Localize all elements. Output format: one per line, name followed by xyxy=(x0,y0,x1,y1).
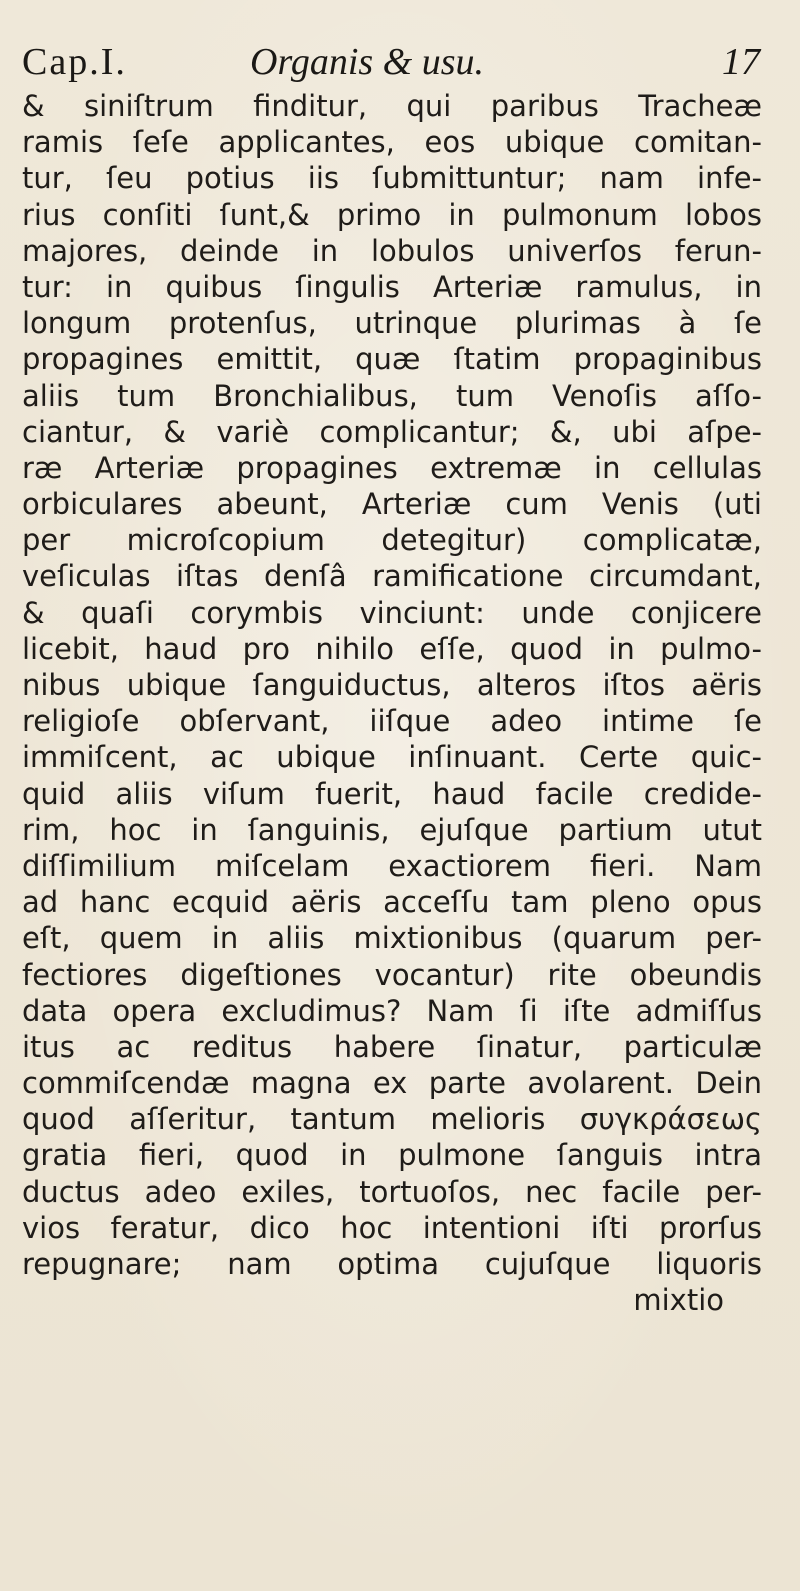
text-line: & quaſi corymbis vinciunt: unde conjicere xyxy=(22,595,762,630)
text-line: immiſcent, ac ubique inſinuant. Certe quic- xyxy=(22,740,762,775)
text-line: propagines emittit, quæ ſtatim propaginibus xyxy=(22,342,762,377)
text-line: aliis tum Bronchialibus, tum Venoſis aſſo- xyxy=(22,378,762,413)
text-line: tur: in quibus ſingulis Arteriæ ramulus, in xyxy=(22,269,762,304)
text-line: eſt, quem in aliis mixtionibus (quarum per- xyxy=(22,921,762,956)
text-line: quid aliis viſum fuerit, haud facile credide- xyxy=(22,776,762,811)
text-line: licebit, haud pro nihilo eſſe, quod in pulmo- xyxy=(22,631,762,666)
text-line: commiſcendæ magna ex parte avolarent. Dein xyxy=(22,1066,762,1101)
running-title: Organis & usu. xyxy=(250,41,485,83)
text-line: ductus adeo exiles, tortuoſos, nec facile per- xyxy=(22,1174,762,1209)
chapter-label: Cap.I. xyxy=(22,41,127,83)
page-number: 17 xyxy=(722,41,760,83)
text-line: ramis ſeſe applicantes, eos ubique comitan- xyxy=(22,125,762,160)
text-line: veſiculas iſtas denſâ ramificatione circumdant, xyxy=(22,559,762,594)
text-line: orbiculares abeunt, Arteriæ cum Venis (uti xyxy=(22,487,762,522)
text-line: quod aſſeritur, tantum melioris συγκράσεως xyxy=(22,1102,762,1137)
text-line: ad hanc ecquid aëris acceſſu tam pleno opus xyxy=(22,885,762,920)
text-line: longum protenſus, utrinque plurimas à ſe xyxy=(22,306,762,341)
text-line: nibus ubique ſanguiductus, alteros iſtos aëris xyxy=(22,668,762,702)
text-line: majores, deinde in lobulos univerſos ferun- xyxy=(22,233,762,268)
text-line: data opera excludimus? Nam ſi iſte admiſſus xyxy=(22,993,762,1028)
text-line: rius conſiti ſunt,& primo in pulmonum lobos xyxy=(22,197,762,232)
text-line: gratia fieri, quod in pulmone ſanguis intra xyxy=(22,1138,762,1173)
text-line: repugnare; nam optima cujuſque liquoris xyxy=(22,1247,762,1281)
text-line: diſſimilium miſcelam exactiorem fieri. Nam xyxy=(22,848,762,883)
text-line: rim, hoc in ſanguinis, ejuſque partium utut xyxy=(22,812,762,847)
text-line: religioſe obſervant, iiſque adeo intime ſe xyxy=(22,704,762,739)
text-line: per microſcopium detegitur) complicatæ, xyxy=(22,523,762,558)
text-line: tur, ſeu potius iis ſubmittuntur; nam infe- xyxy=(22,161,762,196)
text-line: ciantur, & variè complicantur; &, ubi aſpe- xyxy=(22,414,762,449)
text-line: itus ac reditus habere ſinatur, particulæ xyxy=(22,1029,762,1064)
running-header xyxy=(22,40,760,86)
catchword: mixtio xyxy=(633,1283,724,1318)
text-line: vios feratur, dico hoc intentioni iſti prorſus xyxy=(22,1210,762,1245)
text-line: & siniſtrum finditur, qui paribus Tracheæ xyxy=(22,89,762,123)
body-text xyxy=(22,88,762,1318)
text-line: fectiores digeſtiones vocantur) rite obeundis xyxy=(22,957,762,992)
text-line: ræ Arteriæ propagines extremæ in cellulas xyxy=(22,450,762,485)
